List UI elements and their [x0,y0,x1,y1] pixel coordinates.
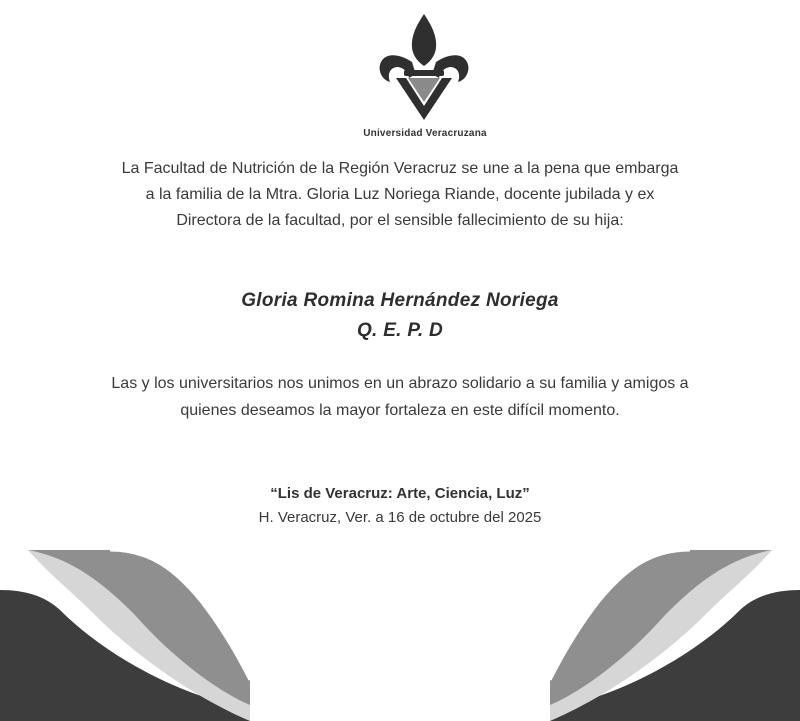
place-date: H. Veracruz, Ver. a 16 de octubre del 2025 [258,509,542,526]
logo-caption: Universidad Veracruzana [363,128,487,139]
intro-line: a la familia de la Mtra. Gloria Luz Noriega Riande, docente jubilada y ex [145,186,655,203]
decorative-bands [0,540,800,721]
university-logo [350,12,500,142]
message-line: Las y los universitarios nos unimos en un abrazo solidario a su familia y amigos a [111,375,689,392]
intro-line: Directora de la facultad, por el sensible fallecimiento de su hija: [176,212,624,229]
motto: “Lis de Veracruz: Arte, Ciencia, Luz” [270,485,530,502]
fleur-de-lis-icon [378,12,470,122]
rip-text: Q. E. P. D [356,320,444,341]
message-line: quienes deseamos la mayor fortaleza en este difícil momento. [180,402,620,419]
intro-line: La Facultad de Nutrición de la Región Veracruz se une a la pena que embarga [121,160,679,177]
deceased-name: Gloria Romina Hernández Noriega [241,290,559,311]
intro-paragraph [60,156,740,234]
deceased-block [100,286,700,346]
solidarity-message [40,370,760,424]
